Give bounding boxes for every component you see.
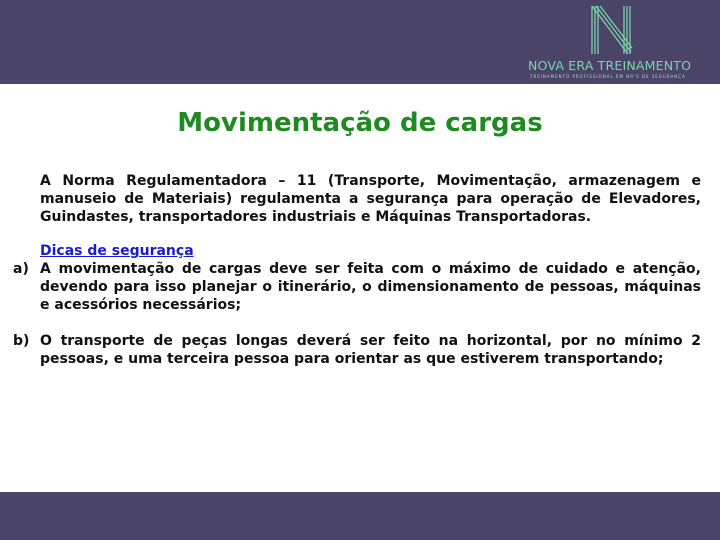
- n-logo-icon: [588, 4, 634, 56]
- logo-name: NOVA ERA TREINAMENTO: [528, 58, 692, 73]
- list-marker: b): [13, 333, 30, 349]
- list-item-text: A movimentação de cargas deve ser feita com o máximo de cuidado e atenção, devendo para isso planejar o itinerário, o dimensionamento de pessoas, máquinas e acessórios necessários;: [40, 261, 701, 313]
- slide-content: [13, 172, 701, 368]
- list-marker: a): [13, 261, 29, 277]
- list-item: [13, 260, 701, 314]
- list-item: [13, 332, 701, 368]
- list-item-text: O transporte de peças longas deverá ser feito na horizontal, por no mínimo 2 pessoas, e uma terceira pessoa para orientar as que estiverem transportando;: [40, 333, 701, 367]
- company-logo: [520, 0, 720, 84]
- header-band: [0, 0, 720, 84]
- footer-band: [0, 492, 720, 540]
- logo-tagline: TREINAMENTO PROFISSIONAL EM NR'S DE SEGURANÇA: [530, 74, 686, 79]
- slide-title: Movimentação de cargas: [177, 108, 543, 138]
- intro-paragraph: A Norma Regulamentadora – 11 (Transporte, Movimentação, armazenagem e manuseio de Materiais) regulamenta a segurança para operação de Elevadores, Guindastes, transportadores industriais e Máquinas Transportadoras.: [40, 173, 701, 225]
- safety-tips-link[interactable]: Dicas de segurança: [40, 243, 194, 259]
